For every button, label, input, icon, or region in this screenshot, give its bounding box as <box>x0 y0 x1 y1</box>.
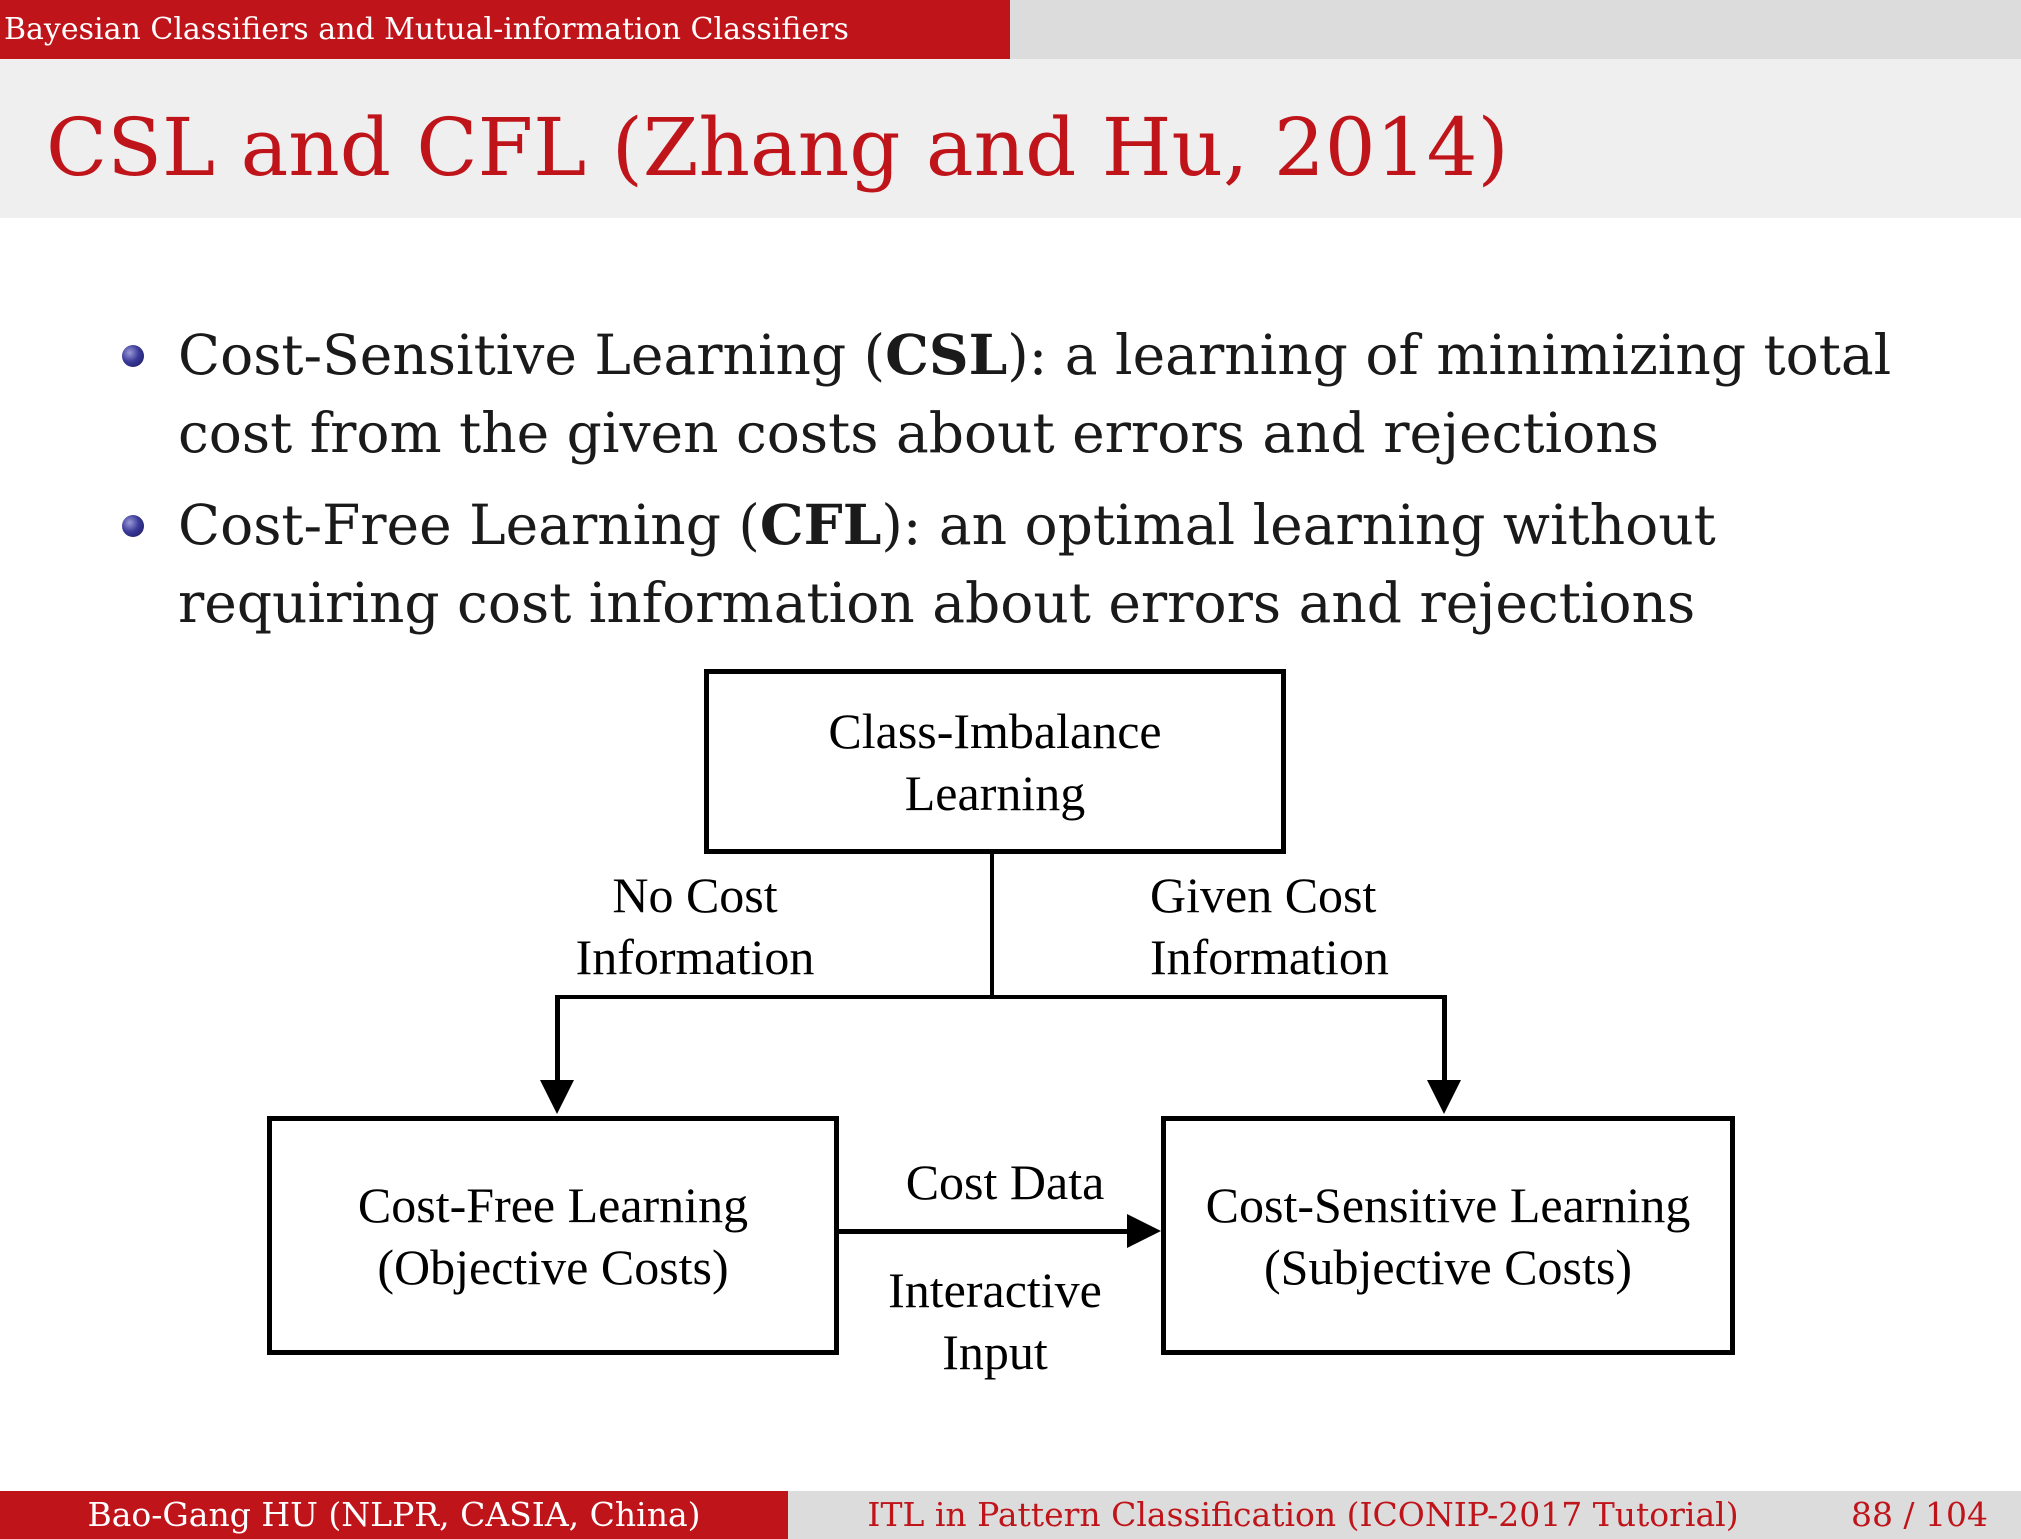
label-line: No Cost <box>612 867 778 923</box>
connector-vertical <box>990 854 994 998</box>
section-title: Bayesian Classifiers and Mutual-information Classifiers <box>0 0 1010 59</box>
given-cost-label <box>1150 864 1440 988</box>
bullet-lead: Cost-Sensitive Learning ( <box>178 323 886 387</box>
box-line: (Subjective Costs) <box>1263 1238 1633 1295</box>
connector-horizontal <box>557 995 1446 999</box>
footer-author: Bao-Gang HU (NLPR, CASIA, China) <box>0 1491 788 1539</box>
arrow-down-left-icon <box>540 1080 574 1114</box>
footer-page-number: 88 / 104 <box>1818 1491 2021 1539</box>
bullet-csl <box>118 316 1978 472</box>
box-line: Learning <box>904 764 1086 821</box>
label-line: Information <box>1150 929 1389 985</box>
no-cost-label <box>540 864 850 988</box>
bullet-text: ): a learning of minimizing total cost from the given costs about errors and rejections <box>178 323 1892 465</box>
label-line: Input <box>942 1324 1048 1380</box>
slide-title: CSL and CFL (Zhang and Hu, 2014) <box>46 101 1509 194</box>
label-line: Interactive <box>888 1262 1102 1318</box>
bullet-text: ): an optimal learning without requiring cost information about errors and rejections <box>178 493 1716 635</box>
arrow-down-right-icon <box>1427 1080 1461 1114</box>
footer-talk-title: ITL in Pattern Classification (ICONIP-2017 Tutorial) <box>788 1491 1818 1539</box>
bullet-lead: Cost-Free Learning ( <box>178 493 760 557</box>
box-line: (Objective Costs) <box>377 1238 729 1295</box>
bullet-cfl <box>118 486 1978 642</box>
box-line: Class-Imbalance <box>828 702 1162 759</box>
label-line: Given Cost <box>1150 867 1377 923</box>
class-imbalance-box <box>704 669 1286 854</box>
bullet-icon <box>122 345 144 367</box>
arrow-right-icon <box>1127 1214 1161 1248</box>
bullet-list <box>118 316 1978 656</box>
connector-right-down <box>1442 995 1447 1080</box>
footer <box>0 1491 2021 1539</box>
box-line: Cost-Free Learning <box>357 1176 749 1233</box>
box-line: Cost-Sensitive Learning <box>1205 1176 1691 1233</box>
bullet-icon <box>122 515 144 537</box>
bullet-term: CSL <box>885 322 1008 387</box>
connector-left-down <box>555 995 560 1080</box>
connector-right-arrow <box>839 1229 1129 1234</box>
cost-data-label: Cost Data <box>905 1154 1105 1210</box>
interactive-input-label <box>850 1259 1140 1383</box>
cost-free-learning-box <box>267 1116 839 1355</box>
label-line: Information <box>575 929 815 985</box>
bullet-term: CFL <box>759 492 882 557</box>
cost-sensitive-learning-box <box>1161 1116 1735 1355</box>
